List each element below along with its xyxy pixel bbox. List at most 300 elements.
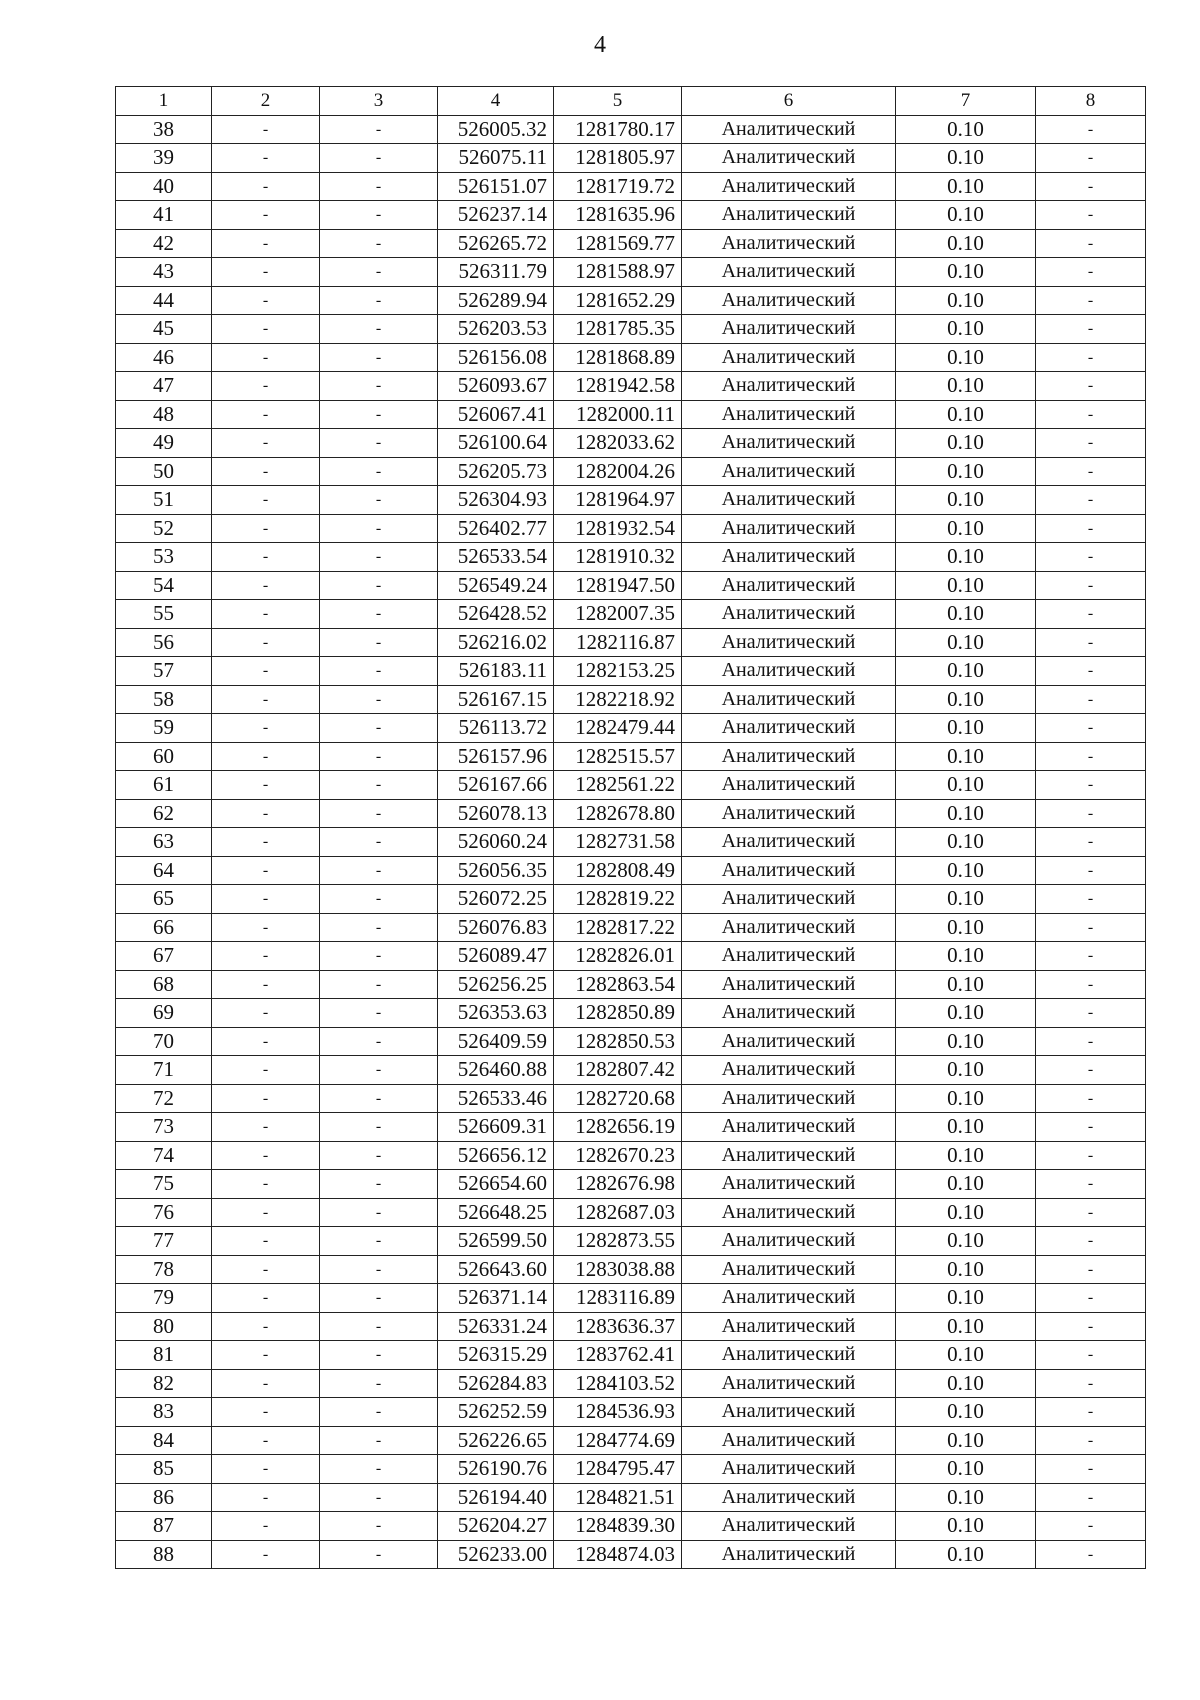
method-cell: Аналитический bbox=[682, 742, 896, 771]
x-coordinate-cell: 526460.88 bbox=[438, 1056, 554, 1085]
x-coordinate-cell: 526599.50 bbox=[438, 1227, 554, 1256]
accuracy-cell: 0.10 bbox=[896, 771, 1036, 800]
col-3-value-cell: - bbox=[320, 457, 438, 486]
col-8-value-cell: - bbox=[1036, 429, 1146, 458]
y-coordinate-cell: 1282873.55 bbox=[554, 1227, 682, 1256]
col-8-value-cell: - bbox=[1036, 172, 1146, 201]
accuracy-cell: 0.10 bbox=[896, 172, 1036, 201]
col-8-value-cell: - bbox=[1036, 1284, 1146, 1313]
x-coordinate-cell: 526113.72 bbox=[438, 714, 554, 743]
x-coordinate-cell: 526226.65 bbox=[438, 1426, 554, 1455]
point-number-cell: 68 bbox=[116, 970, 212, 999]
method-cell: Аналитический bbox=[682, 372, 896, 401]
point-number-cell: 84 bbox=[116, 1426, 212, 1455]
method-cell: Аналитический bbox=[682, 600, 896, 629]
accuracy-cell: 0.10 bbox=[896, 1056, 1036, 1085]
col-2-value-cell: - bbox=[212, 1341, 320, 1370]
y-coordinate-cell: 1283038.88 bbox=[554, 1255, 682, 1284]
col-8-value-cell: - bbox=[1036, 571, 1146, 600]
point-number-cell: 47 bbox=[116, 372, 212, 401]
col-3-value-cell: - bbox=[320, 1227, 438, 1256]
accuracy-cell: 0.10 bbox=[896, 286, 1036, 315]
method-cell: Аналитический bbox=[682, 1084, 896, 1113]
y-coordinate-cell: 1284821.51 bbox=[554, 1483, 682, 1512]
y-coordinate-cell: 1281719.72 bbox=[554, 172, 682, 201]
point-number-cell: 38 bbox=[116, 115, 212, 144]
accuracy-cell: 0.10 bbox=[896, 799, 1036, 828]
method-cell: Аналитический bbox=[682, 828, 896, 857]
x-coordinate-cell: 526533.46 bbox=[438, 1084, 554, 1113]
method-cell: Аналитический bbox=[682, 685, 896, 714]
accuracy-cell: 0.10 bbox=[896, 1198, 1036, 1227]
y-coordinate-cell: 1282218.92 bbox=[554, 685, 682, 714]
accuracy-cell: 0.10 bbox=[896, 201, 1036, 230]
col-3-value-cell: - bbox=[320, 856, 438, 885]
x-coordinate-cell: 526205.73 bbox=[438, 457, 554, 486]
x-coordinate-cell: 526609.31 bbox=[438, 1113, 554, 1142]
col-8-value-cell: - bbox=[1036, 115, 1146, 144]
method-cell: Аналитический bbox=[682, 543, 896, 572]
col-8-value-cell: - bbox=[1036, 258, 1146, 287]
method-cell: Аналитический bbox=[682, 514, 896, 543]
col-8-value-cell: - bbox=[1036, 400, 1146, 429]
table-row bbox=[116, 172, 1146, 201]
col-2-value-cell: - bbox=[212, 543, 320, 572]
col-8-value-cell: - bbox=[1036, 343, 1146, 372]
accuracy-cell: 0.10 bbox=[896, 942, 1036, 971]
col-2-value-cell: - bbox=[212, 1170, 320, 1199]
col-2-value-cell: - bbox=[212, 1312, 320, 1341]
point-number-cell: 67 bbox=[116, 942, 212, 971]
col-3-value-cell: - bbox=[320, 372, 438, 401]
col-3-value-cell: - bbox=[320, 799, 438, 828]
method-cell: Аналитический bbox=[682, 1426, 896, 1455]
point-number-cell: 63 bbox=[116, 828, 212, 857]
x-coordinate-cell: 526075.11 bbox=[438, 144, 554, 173]
col-3-value-cell: - bbox=[320, 1255, 438, 1284]
col-2-value-cell: - bbox=[212, 144, 320, 173]
point-number-cell: 85 bbox=[116, 1455, 212, 1484]
col-2-value-cell: - bbox=[212, 628, 320, 657]
accuracy-cell: 0.10 bbox=[896, 885, 1036, 914]
table-body bbox=[116, 115, 1146, 1569]
table-row bbox=[116, 1227, 1146, 1256]
accuracy-cell: 0.10 bbox=[896, 315, 1036, 344]
col-3-value-cell: - bbox=[320, 999, 438, 1028]
col-8-value-cell: - bbox=[1036, 1027, 1146, 1056]
point-number-cell: 72 bbox=[116, 1084, 212, 1113]
col-3-value-cell: - bbox=[320, 229, 438, 258]
method-cell: Аналитический bbox=[682, 486, 896, 515]
col-8-value-cell: - bbox=[1036, 486, 1146, 515]
x-coordinate-cell: 526100.64 bbox=[438, 429, 554, 458]
x-coordinate-cell: 526304.93 bbox=[438, 486, 554, 515]
accuracy-cell: 0.10 bbox=[896, 913, 1036, 942]
col-8-value-cell: - bbox=[1036, 742, 1146, 771]
x-coordinate-cell: 526353.63 bbox=[438, 999, 554, 1028]
method-cell: Аналитический bbox=[682, 1284, 896, 1313]
table-row bbox=[116, 1198, 1146, 1227]
col-3-value-cell: - bbox=[320, 1398, 438, 1427]
col-3-value-cell: - bbox=[320, 1483, 438, 1512]
accuracy-cell: 0.10 bbox=[896, 856, 1036, 885]
x-coordinate-cell: 526076.83 bbox=[438, 913, 554, 942]
y-coordinate-cell: 1282116.87 bbox=[554, 628, 682, 657]
col-2-value-cell: - bbox=[212, 885, 320, 914]
col-8-value-cell: - bbox=[1036, 799, 1146, 828]
column-header-8: 8 bbox=[1036, 87, 1146, 116]
point-number-cell: 70 bbox=[116, 1027, 212, 1056]
col-3-value-cell: - bbox=[320, 429, 438, 458]
x-coordinate-cell: 526216.02 bbox=[438, 628, 554, 657]
method-cell: Аналитический bbox=[682, 799, 896, 828]
x-coordinate-cell: 526428.52 bbox=[438, 600, 554, 629]
y-coordinate-cell: 1282687.03 bbox=[554, 1198, 682, 1227]
col-3-value-cell: - bbox=[320, 1113, 438, 1142]
method-cell: Аналитический bbox=[682, 970, 896, 999]
x-coordinate-cell: 526402.77 bbox=[438, 514, 554, 543]
col-2-value-cell: - bbox=[212, 1512, 320, 1541]
col-2-value-cell: - bbox=[212, 828, 320, 857]
accuracy-cell: 0.10 bbox=[896, 1369, 1036, 1398]
col-3-value-cell: - bbox=[320, 885, 438, 914]
y-coordinate-cell: 1281652.29 bbox=[554, 286, 682, 315]
y-coordinate-cell: 1282479.44 bbox=[554, 714, 682, 743]
y-coordinate-cell: 1281942.58 bbox=[554, 372, 682, 401]
col-8-value-cell: - bbox=[1036, 885, 1146, 914]
y-coordinate-cell: 1281569.77 bbox=[554, 229, 682, 258]
y-coordinate-cell: 1281964.97 bbox=[554, 486, 682, 515]
col-2-value-cell: - bbox=[212, 970, 320, 999]
method-cell: Аналитический bbox=[682, 657, 896, 686]
y-coordinate-cell: 1282850.89 bbox=[554, 999, 682, 1028]
col-3-value-cell: - bbox=[320, 1341, 438, 1370]
col-3-value-cell: - bbox=[320, 714, 438, 743]
x-coordinate-cell: 526284.83 bbox=[438, 1369, 554, 1398]
col-8-value-cell: - bbox=[1036, 201, 1146, 230]
table-row bbox=[116, 714, 1146, 743]
point-number-cell: 79 bbox=[116, 1284, 212, 1313]
col-2-value-cell: - bbox=[212, 1027, 320, 1056]
col-8-value-cell: - bbox=[1036, 1455, 1146, 1484]
col-8-value-cell: - bbox=[1036, 714, 1146, 743]
col-2-value-cell: - bbox=[212, 1398, 320, 1427]
x-coordinate-cell: 526289.94 bbox=[438, 286, 554, 315]
point-number-cell: 66 bbox=[116, 913, 212, 942]
method-cell: Аналитический bbox=[682, 429, 896, 458]
x-coordinate-cell: 526656.12 bbox=[438, 1141, 554, 1170]
y-coordinate-cell: 1282808.49 bbox=[554, 856, 682, 885]
col-3-value-cell: - bbox=[320, 172, 438, 201]
col-8-value-cell: - bbox=[1036, 543, 1146, 572]
method-cell: Аналитический bbox=[682, 1113, 896, 1142]
x-coordinate-cell: 526315.29 bbox=[438, 1341, 554, 1370]
col-3-value-cell: - bbox=[320, 771, 438, 800]
accuracy-cell: 0.10 bbox=[896, 685, 1036, 714]
col-8-value-cell: - bbox=[1036, 1369, 1146, 1398]
table-row bbox=[116, 486, 1146, 515]
point-number-cell: 80 bbox=[116, 1312, 212, 1341]
col-3-value-cell: - bbox=[320, 1426, 438, 1455]
col-8-value-cell: - bbox=[1036, 1227, 1146, 1256]
y-coordinate-cell: 1283116.89 bbox=[554, 1284, 682, 1313]
col-3-value-cell: - bbox=[320, 115, 438, 144]
table-row bbox=[116, 1540, 1146, 1569]
accuracy-cell: 0.10 bbox=[896, 144, 1036, 173]
point-number-cell: 48 bbox=[116, 400, 212, 429]
table-row bbox=[116, 1027, 1146, 1056]
table-row bbox=[116, 628, 1146, 657]
accuracy-cell: 0.10 bbox=[896, 457, 1036, 486]
x-coordinate-cell: 526156.08 bbox=[438, 343, 554, 372]
x-coordinate-cell: 526190.76 bbox=[438, 1455, 554, 1484]
col-2-value-cell: - bbox=[212, 600, 320, 629]
table-row bbox=[116, 1141, 1146, 1170]
col-2-value-cell: - bbox=[212, 315, 320, 344]
method-cell: Аналитический bbox=[682, 1170, 896, 1199]
y-coordinate-cell: 1281947.50 bbox=[554, 571, 682, 600]
table-row bbox=[116, 258, 1146, 287]
x-coordinate-cell: 526194.40 bbox=[438, 1483, 554, 1512]
method-cell: Аналитический bbox=[682, 1540, 896, 1569]
col-2-value-cell: - bbox=[212, 486, 320, 515]
y-coordinate-cell: 1281910.32 bbox=[554, 543, 682, 572]
accuracy-cell: 0.10 bbox=[896, 486, 1036, 515]
y-coordinate-cell: 1281635.96 bbox=[554, 201, 682, 230]
y-coordinate-cell: 1282819.22 bbox=[554, 885, 682, 914]
col-2-value-cell: - bbox=[212, 229, 320, 258]
point-number-cell: 49 bbox=[116, 429, 212, 458]
col-2-value-cell: - bbox=[212, 286, 320, 315]
col-8-value-cell: - bbox=[1036, 1540, 1146, 1569]
y-coordinate-cell: 1282033.62 bbox=[554, 429, 682, 458]
col-8-value-cell: - bbox=[1036, 657, 1146, 686]
table-row bbox=[116, 286, 1146, 315]
col-2-value-cell: - bbox=[212, 1540, 320, 1569]
table-row bbox=[116, 942, 1146, 971]
method-cell: Аналитический bbox=[682, 1398, 896, 1427]
method-cell: Аналитический bbox=[682, 1255, 896, 1284]
col-8-value-cell: - bbox=[1036, 1255, 1146, 1284]
coordinates-table bbox=[115, 86, 1146, 1569]
table-row bbox=[116, 144, 1146, 173]
x-coordinate-cell: 526648.25 bbox=[438, 1198, 554, 1227]
col-3-value-cell: - bbox=[320, 600, 438, 629]
point-number-cell: 52 bbox=[116, 514, 212, 543]
col-2-value-cell: - bbox=[212, 942, 320, 971]
y-coordinate-cell: 1282676.98 bbox=[554, 1170, 682, 1199]
table-row bbox=[116, 1312, 1146, 1341]
col-3-value-cell: - bbox=[320, 543, 438, 572]
x-coordinate-cell: 526643.60 bbox=[438, 1255, 554, 1284]
method-cell: Аналитический bbox=[682, 885, 896, 914]
point-number-cell: 86 bbox=[116, 1483, 212, 1512]
method-cell: Аналитический bbox=[682, 1455, 896, 1484]
col-8-value-cell: - bbox=[1036, 942, 1146, 971]
x-coordinate-cell: 526183.11 bbox=[438, 657, 554, 686]
col-2-value-cell: - bbox=[212, 999, 320, 1028]
col-3-value-cell: - bbox=[320, 628, 438, 657]
accuracy-cell: 0.10 bbox=[896, 1170, 1036, 1199]
column-header-3: 3 bbox=[320, 87, 438, 116]
table-row bbox=[116, 1369, 1146, 1398]
col-8-value-cell: - bbox=[1036, 856, 1146, 885]
y-coordinate-cell: 1284874.03 bbox=[554, 1540, 682, 1569]
col-2-value-cell: - bbox=[212, 913, 320, 942]
x-coordinate-cell: 526252.59 bbox=[438, 1398, 554, 1427]
accuracy-cell: 0.10 bbox=[896, 1084, 1036, 1113]
table-row bbox=[116, 514, 1146, 543]
y-coordinate-cell: 1282000.11 bbox=[554, 400, 682, 429]
col-3-value-cell: - bbox=[320, 571, 438, 600]
x-coordinate-cell: 526256.25 bbox=[438, 970, 554, 999]
x-coordinate-cell: 526151.07 bbox=[438, 172, 554, 201]
col-2-value-cell: - bbox=[212, 372, 320, 401]
y-coordinate-cell: 1284839.30 bbox=[554, 1512, 682, 1541]
table-row bbox=[116, 856, 1146, 885]
point-number-cell: 44 bbox=[116, 286, 212, 315]
accuracy-cell: 0.10 bbox=[896, 1483, 1036, 1512]
method-cell: Аналитический bbox=[682, 172, 896, 201]
y-coordinate-cell: 1281805.97 bbox=[554, 144, 682, 173]
y-coordinate-cell: 1281932.54 bbox=[554, 514, 682, 543]
x-coordinate-cell: 526060.24 bbox=[438, 828, 554, 857]
point-number-cell: 75 bbox=[116, 1170, 212, 1199]
col-3-value-cell: - bbox=[320, 201, 438, 230]
accuracy-cell: 0.10 bbox=[896, 628, 1036, 657]
point-number-cell: 57 bbox=[116, 657, 212, 686]
method-cell: Аналитический bbox=[682, 1141, 896, 1170]
col-8-value-cell: - bbox=[1036, 1312, 1146, 1341]
col-8-value-cell: - bbox=[1036, 828, 1146, 857]
x-coordinate-cell: 526237.14 bbox=[438, 201, 554, 230]
table-row bbox=[116, 799, 1146, 828]
col-2-value-cell: - bbox=[212, 1056, 320, 1085]
col-3-value-cell: - bbox=[320, 400, 438, 429]
table-row bbox=[116, 372, 1146, 401]
table-row bbox=[116, 685, 1146, 714]
point-number-cell: 58 bbox=[116, 685, 212, 714]
point-number-cell: 77 bbox=[116, 1227, 212, 1256]
y-coordinate-cell: 1282826.01 bbox=[554, 942, 682, 971]
method-cell: Аналитический bbox=[682, 1027, 896, 1056]
col-3-value-cell: - bbox=[320, 970, 438, 999]
y-coordinate-cell: 1282720.68 bbox=[554, 1084, 682, 1113]
x-coordinate-cell: 526056.35 bbox=[438, 856, 554, 885]
accuracy-cell: 0.10 bbox=[896, 600, 1036, 629]
col-3-value-cell: - bbox=[320, 828, 438, 857]
table-row bbox=[116, 600, 1146, 629]
table-row bbox=[116, 343, 1146, 372]
y-coordinate-cell: 1282850.53 bbox=[554, 1027, 682, 1056]
col-3-value-cell: - bbox=[320, 1056, 438, 1085]
point-number-cell: 64 bbox=[116, 856, 212, 885]
table-row bbox=[116, 1398, 1146, 1427]
col-3-value-cell: - bbox=[320, 742, 438, 771]
y-coordinate-cell: 1284536.93 bbox=[554, 1398, 682, 1427]
col-3-value-cell: - bbox=[320, 1141, 438, 1170]
x-coordinate-cell: 526167.15 bbox=[438, 685, 554, 714]
y-coordinate-cell: 1281868.89 bbox=[554, 343, 682, 372]
x-coordinate-cell: 526167.66 bbox=[438, 771, 554, 800]
method-cell: Аналитический bbox=[682, 229, 896, 258]
y-coordinate-cell: 1281780.17 bbox=[554, 115, 682, 144]
col-2-value-cell: - bbox=[212, 714, 320, 743]
point-number-cell: 45 bbox=[116, 315, 212, 344]
method-cell: Аналитический bbox=[682, 571, 896, 600]
col-2-value-cell: - bbox=[212, 172, 320, 201]
col-8-value-cell: - bbox=[1036, 229, 1146, 258]
accuracy-cell: 0.10 bbox=[896, 1455, 1036, 1484]
table-row bbox=[116, 201, 1146, 230]
accuracy-cell: 0.10 bbox=[896, 115, 1036, 144]
table-row bbox=[116, 771, 1146, 800]
col-2-value-cell: - bbox=[212, 1284, 320, 1313]
col-2-value-cell: - bbox=[212, 1084, 320, 1113]
y-coordinate-cell: 1282153.25 bbox=[554, 657, 682, 686]
accuracy-cell: 0.10 bbox=[896, 828, 1036, 857]
accuracy-cell: 0.10 bbox=[896, 514, 1036, 543]
x-coordinate-cell: 526157.96 bbox=[438, 742, 554, 771]
table-row bbox=[116, 885, 1146, 914]
col-3-value-cell: - bbox=[320, 315, 438, 344]
method-cell: Аналитический bbox=[682, 771, 896, 800]
table-row bbox=[116, 657, 1146, 686]
col-2-value-cell: - bbox=[212, 1227, 320, 1256]
point-number-cell: 53 bbox=[116, 543, 212, 572]
accuracy-cell: 0.10 bbox=[896, 372, 1036, 401]
col-2-value-cell: - bbox=[212, 201, 320, 230]
col-2-value-cell: - bbox=[212, 799, 320, 828]
point-number-cell: 41 bbox=[116, 201, 212, 230]
method-cell: Аналитический bbox=[682, 1227, 896, 1256]
col-2-value-cell: - bbox=[212, 1369, 320, 1398]
method-cell: Аналитический bbox=[682, 315, 896, 344]
accuracy-cell: 0.10 bbox=[896, 1113, 1036, 1142]
accuracy-cell: 0.10 bbox=[896, 714, 1036, 743]
table-row bbox=[116, 1084, 1146, 1113]
col-2-value-cell: - bbox=[212, 771, 320, 800]
accuracy-cell: 0.10 bbox=[896, 970, 1036, 999]
x-coordinate-cell: 526409.59 bbox=[438, 1027, 554, 1056]
table-row bbox=[116, 457, 1146, 486]
x-coordinate-cell: 526533.54 bbox=[438, 543, 554, 572]
col-8-value-cell: - bbox=[1036, 1084, 1146, 1113]
table-row bbox=[116, 1455, 1146, 1484]
table-row bbox=[116, 828, 1146, 857]
x-coordinate-cell: 526654.60 bbox=[438, 1170, 554, 1199]
y-coordinate-cell: 1284103.52 bbox=[554, 1369, 682, 1398]
accuracy-cell: 0.10 bbox=[896, 1512, 1036, 1541]
point-number-cell: 42 bbox=[116, 229, 212, 258]
method-cell: Аналитический bbox=[682, 942, 896, 971]
method-cell: Аналитический bbox=[682, 258, 896, 287]
table-row bbox=[116, 1426, 1146, 1455]
col-3-value-cell: - bbox=[320, 1312, 438, 1341]
point-number-cell: 50 bbox=[116, 457, 212, 486]
accuracy-cell: 0.10 bbox=[896, 400, 1036, 429]
table-header-row bbox=[116, 87, 1146, 116]
col-2-value-cell: - bbox=[212, 1141, 320, 1170]
table-row bbox=[116, 1056, 1146, 1085]
x-coordinate-cell: 526067.41 bbox=[438, 400, 554, 429]
point-number-cell: 51 bbox=[116, 486, 212, 515]
y-coordinate-cell: 1282004.26 bbox=[554, 457, 682, 486]
col-3-value-cell: - bbox=[320, 1284, 438, 1313]
col-8-value-cell: - bbox=[1036, 771, 1146, 800]
col-2-value-cell: - bbox=[212, 1255, 320, 1284]
table-row bbox=[116, 1483, 1146, 1512]
